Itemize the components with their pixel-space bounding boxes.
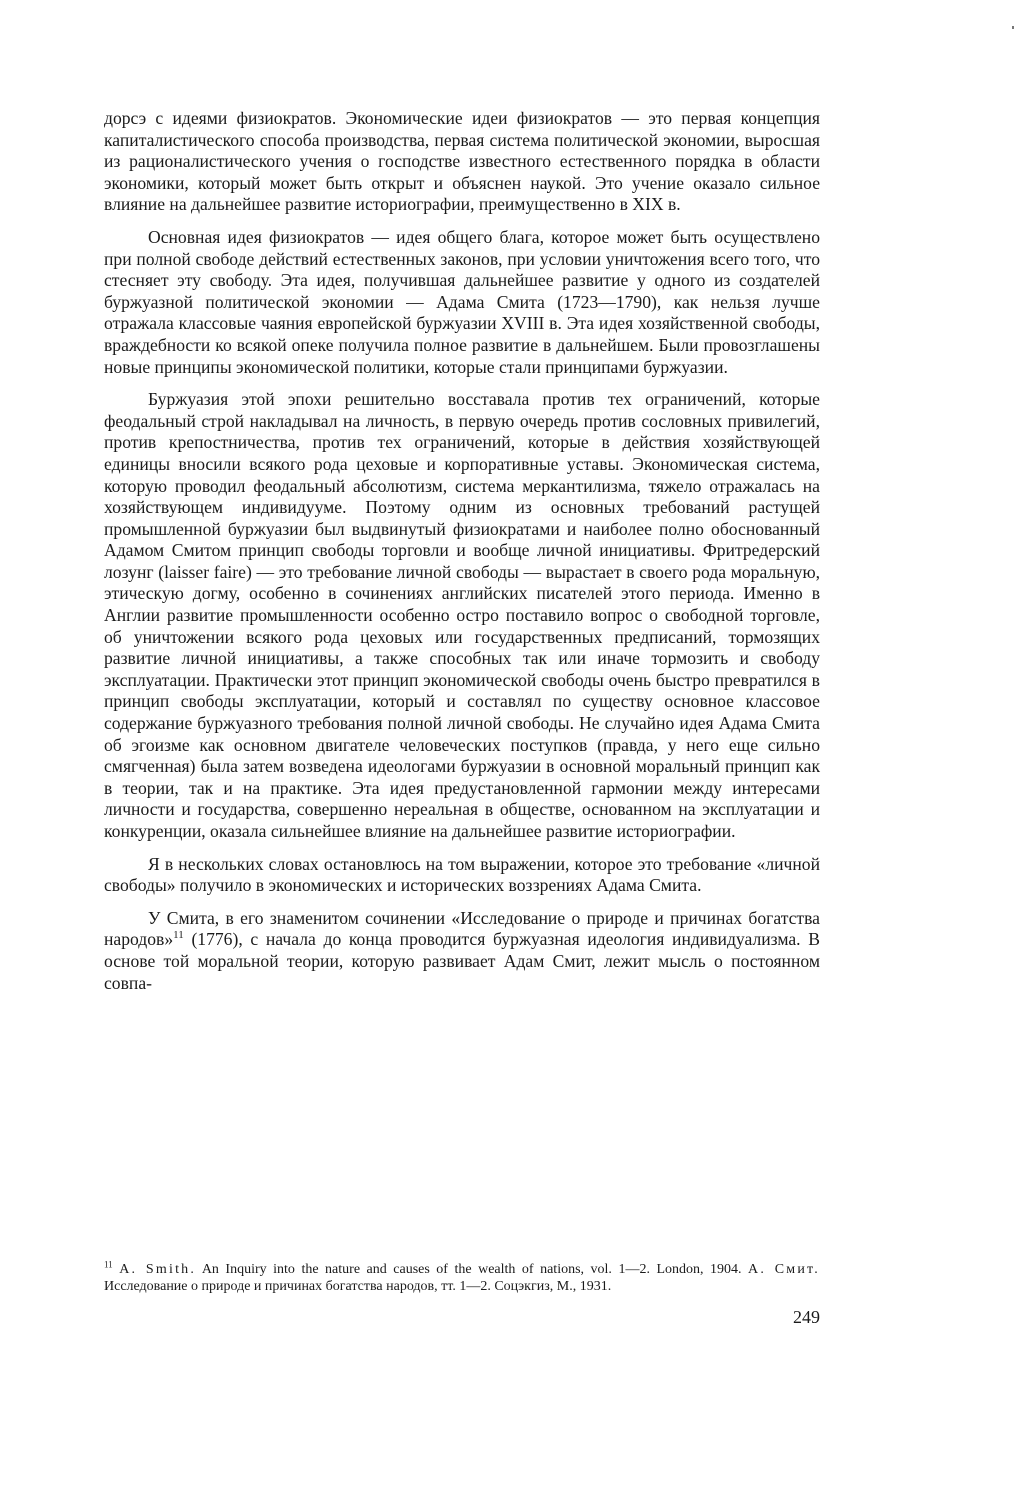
paragraph-5-end: (1776), с начала до конца проводится буржуазная идеология индивидуализма. В основе той моральной теории, которую развивает Адам Смит, лежит мысль о постоянном совпа- — [104, 929, 820, 993]
footnote-area — [104, 1259, 821, 1295]
paragraph-2: Основная идея физиократов — идея общего блага, которое может быть осуществлено при полной свободе действий естественных законов, при условии уничтожения всего того, что стесняет эту свободу. Эта идея, получившая дальнейшее развитие у одного из создателей буржуазной политической экономии — Адама Смита (1723—1790), как нельзя лучше отражала классовые чаяния европейской буржуазии XVIII в. Эта идея хозяйственной свободы, враждебности ко всякой опеке получила полное развитие в дальнейшем. Были провозглашены новые принципы экономической политики, которые стали принципами буржуазии. — [104, 226, 820, 377]
paragraph-5 — [104, 908, 820, 994]
main-text — [104, 108, 820, 1005]
footnote-text-en: An Inquiry into the nature and causes of the wealth of nations, vol. 1—2. London, 1904. — [201, 1262, 742, 1277]
page-number: 249 — [793, 1307, 820, 1327]
paragraph-3: Буржуазия этой эпохи решительно восставала против тех ограничений, которые феодальный строй накладывал на личность, в первую очередь против сословных привилегий, против крепостничества, против тех ограничений, которые в действия хозяйствующей единицы вносили всякого рода цеховые и корпоративные уставы. Экономическая система, которую проводил феодальный абсолютизм, система меркантилизма, тяжело отражалась на хозяйствующем индивидууме. Поэтому одним из основных требований растущей промышленной буржуазии был выдвинутый физиократами и наиболее полно обоснованный Адамом Смитом принцип свободы торговли и вообще личной инициативы. Фритредерский лозунг (laisser faire) — это требование личной свободы — вырастает в своего рода моральную, этическую догму, особенно в сочинениях английских писателей этого периода. Именно в Англии развитие промышленности особенно остро поставило вопрос о свободной торговле, об уничтожении всякого рода цеховых или государственных предписаний, тормозящих развитие личной инициативы, а также способных так или иначе тормозить и свободу эксплуатации. Практически этот принцип экономической свободы очень быстро превратился в принцип свободы эксплуатации, который и составлял по существу основное классовое содержание буржуазного требования полной личной свободы. Не случайно идея Адама Смита об эгоизме как основном двигателе человеческих поступков (правда, у него еще сильно смягченная) была затем возведена идеологами буржуазии в основной моральный принцип как в теории, так и на практике. Эта идея предустановленной гармонии между интересами личности и государства, совершенно нереальная в обществе, основанном на эксплуатации и конкуренции, оказала сильнейшее влияние на дальнейшее развитие историографии. — [104, 389, 820, 841]
footnote-text-ru: Исследование о природе и причинах богатства народов, тт. 1—2. Соцэкгиз, М., 1931. — [104, 1278, 612, 1294]
footnote-reference: 11 — [173, 929, 184, 942]
footnote-author-en: A. Smith. — [119, 1262, 197, 1277]
paragraph-5-start: У Смита, в его знаменитом сочинении «Исследование о природе и причинах богатства народов» — [104, 907, 820, 950]
footnote-11 — [104, 1259, 821, 1295]
footnote-author-ru: А. Смит. — [748, 1262, 821, 1277]
paragraph-4: Я в нескольких словах остановлюсь на том выражении, которое это требование «личной свободы» получило в экономических и исторических воззрениях Адама Смита. — [104, 853, 820, 896]
scan-speck — [1012, 26, 1014, 29]
footnote-marker: 11 — [104, 1259, 113, 1270]
paragraph-1: дорсэ с идеями физиократов. Экономические идеи физиократов — это первая концепция капиталистического способа производства, первая система политической экономии, выросшая из рационалистического учения о господстве известного естественного порядка в области экономики, который может быть открыт и объяснен наукой. Это учение оказало сильное влияние на дальнейшее развитие историографии, преимущественно в XIX в. — [104, 108, 820, 215]
